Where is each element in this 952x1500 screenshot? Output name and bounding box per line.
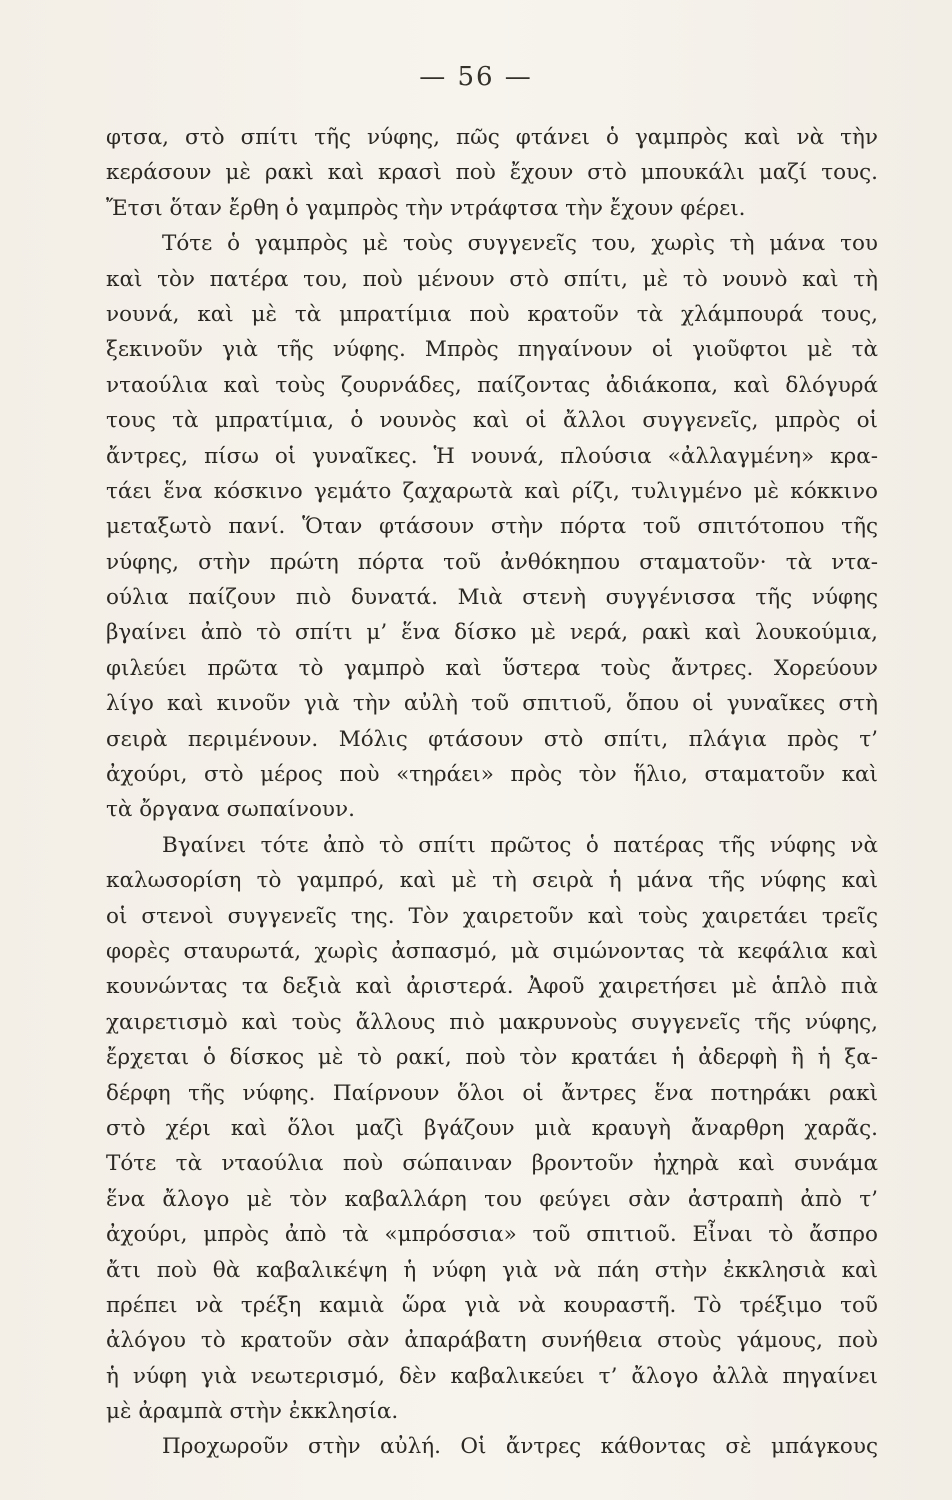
text-line: ἕνα ἄλογο μὲ τὸν καβαλλάρη του φεύγει σὰν ἀστραπὴ ἀπὸ τ’ — [106, 1186, 878, 1212]
text-line: λίγο καὶ κινοῦν γιὰ τὴν αὐλὴ τοῦ σπιτιοῦ, ὅπου οἱ γυναῖκες στὴ — [106, 691, 878, 717]
text-line: ἡ νύφη γιὰ νεωτερισμό, δὲν καβαλικεύει τ’ ἄλογο ἀλλὰ πηγαίνει — [106, 1363, 878, 1389]
text-line: χαιρετισμὸ καὶ τοὺς ἄλλους πιὸ μακρυνοὺς συγγενεῖς τῆς νύφης, — [106, 1009, 878, 1035]
text-line: οἱ στενοὶ συγγενεῖς της. Τὸν χαιρετοῦν καὶ τοὺς χαιρετάει τρεῖς — [106, 903, 878, 929]
text-line: πρέπει νὰ τρέξη καμιὰ ὥρα γιὰ νὰ κουραστῆ. Τὸ τρέξιμο τοῦ — [106, 1292, 878, 1318]
text-line: νύφης, στὴν πρώτη πόρτα τοῦ ἀνθόκηπου σταματοῦν· τὰ ντα- — [106, 549, 878, 575]
page-number: — 56 — — [419, 62, 533, 92]
body-text — [106, 120, 878, 1465]
text-line: βγαίνει ἀπὸ τὸ σπίτι μ’ ἕνα δίσκο μὲ νερά, ρακὶ καὶ λουκούμια, — [106, 620, 878, 646]
text-line: ξεκινοῦν γιὰ τῆς νύφης. Μπρὸς πηγαίνουν οἱ γιοῦφτοι μὲ τὰ — [106, 337, 878, 363]
text-line: ἄντρες, πίσω οἱ γυναῖκες. Ἡ νουνά, πλούσια «ἀλλαγμένη» κρα- — [106, 443, 878, 469]
text-line: ἔρχεται ὁ δίσκος μὲ τὸ ρακί, ποὺ τὸν κρατάει ἡ ἀδερφὴ ἢ ἡ ξα- — [106, 1045, 878, 1071]
text-line: στὸ χέρι καὶ ὅλοι μαζὶ βγάζουν μιὰ κραυγὴ ἄναρθρη χαρᾶς. — [106, 1115, 878, 1141]
text-line: φτσα, στὸ σπίτι τῆς νύφης, πῶς φτάνει ὁ γαμπρὸς καὶ νὰ τὴν — [106, 125, 878, 150]
paragraph-start-line: Τότε ὁ γαμπρὸς μὲ τοὺς συγγενεῖς του, χωρὶς τὴ μάνα του — [162, 231, 878, 257]
paragraph-start-line: Προχωροῦν στὴν αὐλή. Οἱ ἄντρες κάθοντας σὲ μπάγκους — [162, 1434, 878, 1460]
paragraph-start-line: Βγαίνει τότε ἀπὸ τὸ σπίτι πρῶτος ὁ πατέρας τῆς νύφης νὰ — [162, 832, 878, 858]
text-line: μεταξωτὸ πανί. Ὅταν φτάσουν στὴν πόρτα τοῦ σπιτότοπου τῆς — [106, 514, 878, 540]
text-line: τάει ἕνα κόσκινο γεμάτο ζαχαρωτὰ καὶ ρίζι, τυλιγμένο μὲ κόκκινο — [106, 478, 878, 504]
text-line: νταούλια καὶ τοὺς ζουρνάδες, παίζοντας ἀδιάκοπα, καὶ δλόγυρά — [106, 372, 878, 398]
text-line: φιλεύει πρῶτα τὸ γαμπρὸ καὶ ὕστερα τοὺς ἄντρες. Χορεύουν — [106, 655, 878, 681]
text-line: ἀχούρι, στὸ μέρος ποὺ «τηράει» πρὸς τὸν ἥλιο, σταματοῦν καὶ — [106, 762, 878, 788]
text-line: ούλια παίζουν πιὸ δυνατά. Μιὰ στενὴ συγγένισσα τῆς νύφης — [106, 585, 878, 611]
text-line: ἄτι ποὺ θὰ καβαλικέψη ἡ νύφη γιὰ νὰ πάη στὴν ἐκκλησιὰ καὶ — [106, 1257, 878, 1283]
text-line: σειρὰ περιμένουν. Μόλις φτάσουν στὸ σπίτι, πλάγια πρὸς τ’ — [106, 726, 878, 752]
text-line: μὲ ἀραμπὰ στὴν ἐκκλησία. — [106, 1399, 399, 1425]
text-line: Ἔτσι ὅταν ἔρθη ὁ γαμπρὸς τὴν ντράφτσα τὴν ἔχουν φέρει. — [106, 195, 746, 221]
text-line: δέρφη τῆς νύφης. Παίρνουν ὅλοι οἱ ἄντρες ἕνα ποτηράκι ρακὶ — [106, 1080, 878, 1106]
text-line: ἀλόγου τὸ κρατοῦν σὰν ἀπαράβατη συνήθεια στοὺς γάμους, ποὺ — [106, 1328, 878, 1354]
text-line: καλωσορίση τὸ γαμπρό, καὶ μὲ τὴ σειρὰ ἡ μάνα τῆς νύφης καὶ — [106, 868, 878, 894]
text-line: κουνώντας τα δεξιὰ καὶ ἀριστερά. Ἀφοῦ χαιρετήσει μὲ ἁπλὸ πιὰ — [106, 974, 878, 1000]
text-line: νουνά, καὶ μὲ τὰ μπρατίμια ποὺ κρατοῦν τὰ χλάμπουρά τους, — [106, 301, 878, 327]
text-line: καὶ τὸν πατέρα του, ποὺ μένουν στὸ σπίτι, μὲ τὸ νουνὸ καὶ τὴ — [106, 266, 878, 292]
text-line: κεράσουν μὲ ρακὶ καὶ κρασὶ ποὺ ἔχουν στὸ μπουκάλι μαζί τους. — [106, 160, 878, 186]
text-line: ἀχούρι, μπρὸς ἀπὸ τὰ «μπρόσσια» τοῦ σπιτιοῦ. Εἶναι τὸ ἄσπρο — [106, 1222, 878, 1248]
text-line: φορὲς σταυρωτά, χωρὶς ἀσπασμό, μὰ σιμώνοντας τὰ κεφάλια καὶ — [106, 938, 878, 964]
text-line: τους τὰ μπρατίμια, ὁ νουνὸς καὶ οἱ ἄλλοι συγγενεῖς, μπρὸς οἱ — [106, 408, 878, 434]
text-line: Τότε τὰ νταούλια ποὺ σώπαιναν βροντοῦν ἠχηρὰ καὶ συνάμα — [106, 1151, 878, 1177]
text-line: τὰ ὄργανα σωπαίνουν. — [106, 797, 355, 823]
